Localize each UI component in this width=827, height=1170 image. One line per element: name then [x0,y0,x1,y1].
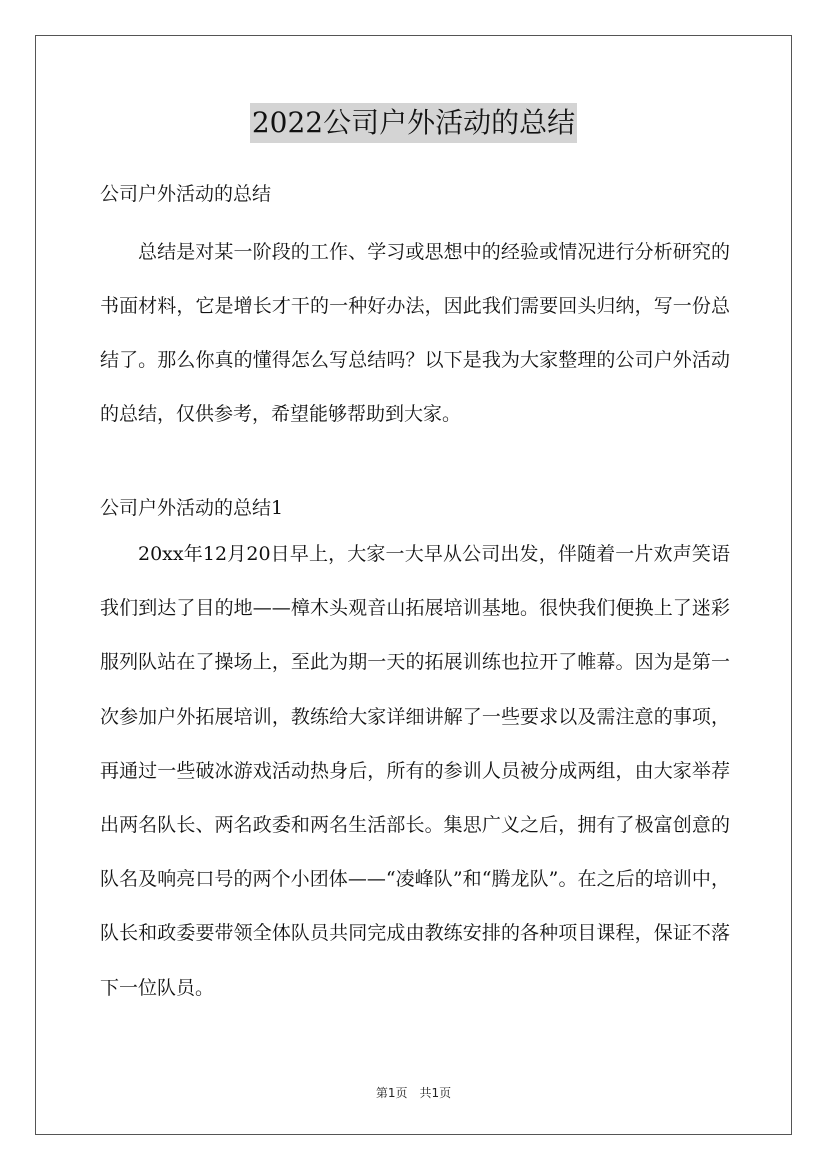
title-wrap [0,103,827,143]
page-total: 共1页 [419,1086,452,1100]
page-footer [0,1084,827,1101]
document-body [100,175,730,1015]
section1-heading: 公司户外活动的总结1 [100,497,284,519]
page-number: 第1页 [375,1086,408,1100]
section-heading: 公司户外活动的总结 [100,183,272,205]
section1-paragraph: 20xx年12月20日早上，大家一大早从公司出发，伴随着一片欢声笑语我们到达了目的地——樟木头观音山拓展培训基地。很快我们便换上了迷彩服列队站在了操场上，至此为期一天的拓展训练也拉开了帷幕。因为是第一次参加户外拓展培训，教练给大家详细讲解了一些要求以及需注意的事项，再通过一些破冰游戏活动热身后，所有的参训人员被分成两组，由大家举荐出两名队长、两名政委和两名生活部长。集思广义之后，拥有了极富创意的队名及响亮口号的两个小团体——“凌峰队”和“腾龙队”。在之后的培训中，队长和政委要带领全体队员共同完成由教练安排的各种项目课程，保证不落下一位队员。 [100,543,730,999]
intro-paragraph: 总结是对某一阶段的工作、学习或思想中的经验或情况进行分析研究的书面材料，它是增长才干的一种好办法，因此我们需要回头归纳，写一份总结了。那么你真的懂得怎么写总结吗？以下是我为大家整理的公司户外活动的总结，仅供参考，希望能够帮助到大家。 [100,241,730,425]
document-title: 2022公司户外活动的总结 [250,103,577,143]
